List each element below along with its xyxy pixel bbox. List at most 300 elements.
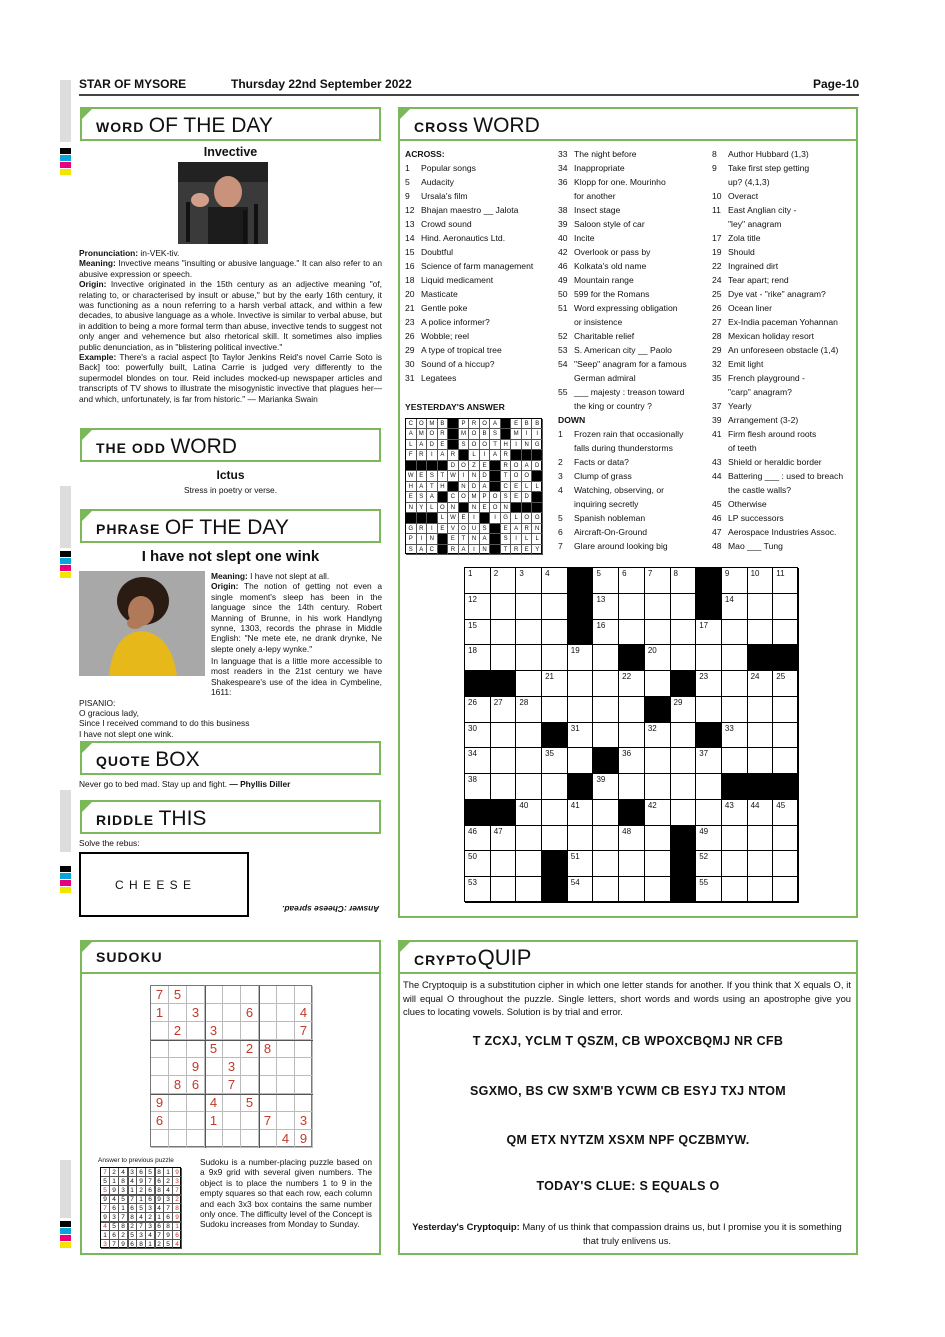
grid-cell[interactable] bbox=[748, 851, 774, 877]
grid-cell[interactable] bbox=[516, 877, 542, 903]
sudoku-empty-cell[interactable] bbox=[259, 1022, 277, 1040]
grid-cell[interactable] bbox=[465, 826, 491, 852]
clue-text: Klopp for one. Mourinho bbox=[574, 177, 666, 187]
clue-number: 19 bbox=[712, 247, 722, 257]
sudoku-cell: 8 bbox=[137, 1240, 146, 1249]
sudoku-cell: 7 bbox=[164, 1204, 173, 1213]
grid-cell[interactable] bbox=[696, 800, 722, 826]
grid-cell[interactable] bbox=[516, 748, 542, 774]
grid-cell[interactable] bbox=[465, 645, 491, 671]
grid-cell[interactable] bbox=[696, 774, 722, 800]
cell-number: 9 bbox=[724, 569, 730, 578]
sudoku-empty-cell[interactable] bbox=[241, 1130, 259, 1148]
grid-cell[interactable] bbox=[722, 568, 748, 594]
cell-number: 17 bbox=[699, 620, 709, 630]
clue-number: 36 bbox=[558, 177, 568, 187]
sudoku-empty-cell[interactable] bbox=[277, 986, 295, 1004]
sudoku-empty-cell[interactable] bbox=[241, 1022, 259, 1040]
sudoku-cell: 8 bbox=[128, 1213, 137, 1222]
grid-cell[interactable] bbox=[619, 568, 645, 594]
grid-cell[interactable] bbox=[491, 851, 517, 877]
answer-cell: I bbox=[469, 545, 480, 555]
sudoku-grid[interactable] bbox=[150, 985, 312, 1147]
grid-cell[interactable] bbox=[593, 723, 619, 749]
grid-cell[interactable] bbox=[773, 800, 799, 826]
grid-cell[interactable] bbox=[619, 877, 645, 903]
sudoku-empty-cell[interactable] bbox=[169, 1094, 187, 1112]
grid-cell[interactable] bbox=[593, 594, 619, 620]
odd-heading-small: THE ODD bbox=[96, 440, 166, 456]
box-divider bbox=[151, 1040, 313, 1041]
grid-cell[interactable] bbox=[645, 877, 671, 903]
grid-cell[interactable] bbox=[465, 748, 491, 774]
grid-cell[interactable] bbox=[542, 568, 568, 594]
sudoku-cell: 8 bbox=[169, 1076, 187, 1094]
grid-cell[interactable] bbox=[516, 671, 542, 697]
grid-cell[interactable] bbox=[465, 697, 491, 723]
grid-cell[interactable] bbox=[722, 671, 748, 697]
sudoku-empty-cell[interactable] bbox=[223, 1004, 241, 1022]
sudoku-cell: 9 bbox=[173, 1168, 182, 1177]
grid-block bbox=[480, 513, 491, 523]
grid-cell[interactable] bbox=[696, 851, 722, 877]
margin-bar bbox=[60, 1160, 71, 1218]
grid-cell[interactable] bbox=[671, 723, 697, 749]
grid-cell[interactable] bbox=[748, 671, 774, 697]
grid-cell[interactable] bbox=[516, 594, 542, 620]
sudoku-empty-cell[interactable] bbox=[259, 1094, 277, 1112]
grid-cell[interactable] bbox=[645, 568, 671, 594]
grid-cell[interactable] bbox=[671, 594, 697, 620]
clue-number: 11 bbox=[712, 205, 721, 215]
grid-cell[interactable] bbox=[568, 877, 594, 903]
grid-cell[interactable] bbox=[671, 645, 697, 671]
grid-cell[interactable] bbox=[696, 826, 722, 852]
grid-cell[interactable] bbox=[773, 723, 799, 749]
grid-cell[interactable] bbox=[593, 645, 619, 671]
grid-cell[interactable] bbox=[568, 671, 594, 697]
clue-number: 13 bbox=[405, 219, 415, 229]
grid-cell[interactable] bbox=[619, 620, 645, 646]
grid-cell[interactable] bbox=[593, 620, 619, 646]
wotd-pron: in-VEK-tiv. bbox=[138, 248, 180, 258]
grid-cell[interactable] bbox=[568, 697, 594, 723]
clue bbox=[712, 245, 857, 259]
grid-cell[interactable] bbox=[722, 877, 748, 903]
grid-cell[interactable] bbox=[491, 826, 517, 852]
grid-cell[interactable] bbox=[671, 774, 697, 800]
grid-cell[interactable] bbox=[722, 800, 748, 826]
grid-cell[interactable] bbox=[671, 800, 697, 826]
grid-cell[interactable] bbox=[491, 594, 517, 620]
riddle-header-box bbox=[80, 800, 381, 834]
grid-cell[interactable] bbox=[491, 645, 517, 671]
grid-cell[interactable] bbox=[593, 568, 619, 594]
grid-cell[interactable] bbox=[619, 723, 645, 749]
grid-cell[interactable] bbox=[619, 774, 645, 800]
sudoku-cell: 6 bbox=[187, 1076, 205, 1094]
grid-cell[interactable] bbox=[696, 877, 722, 903]
crossword-grid[interactable] bbox=[464, 567, 798, 902]
answer-cell: L bbox=[532, 482, 543, 492]
grid-cell[interactable] bbox=[491, 748, 517, 774]
sudoku-empty-cell[interactable] bbox=[187, 1022, 205, 1040]
grid-cell[interactable] bbox=[465, 774, 491, 800]
sudoku-cell: 2 bbox=[119, 1231, 128, 1240]
answer-cell: R bbox=[501, 461, 512, 471]
clue bbox=[712, 525, 857, 539]
clue-text: Kolkata's old name bbox=[574, 261, 647, 271]
grid-cell[interactable] bbox=[722, 645, 748, 671]
sudoku-empty-cell[interactable] bbox=[277, 1094, 295, 1112]
grid-cell[interactable] bbox=[516, 723, 542, 749]
grid-cell[interactable] bbox=[568, 851, 594, 877]
grid-cell[interactable] bbox=[748, 800, 774, 826]
grid-cell[interactable] bbox=[773, 826, 799, 852]
sudoku-empty-cell[interactable] bbox=[205, 1130, 223, 1148]
grid-cell[interactable] bbox=[516, 826, 542, 852]
clue-text: LP successors bbox=[728, 513, 784, 523]
grid-cell[interactable] bbox=[568, 723, 594, 749]
clue-number: 29 bbox=[405, 345, 415, 355]
grid-cell[interactable] bbox=[465, 723, 491, 749]
grid-cell[interactable] bbox=[671, 748, 697, 774]
grid-cell[interactable] bbox=[748, 723, 774, 749]
grid-cell[interactable] bbox=[593, 826, 619, 852]
sudoku-empty-cell[interactable] bbox=[169, 1112, 187, 1130]
sudoku-empty-cell[interactable] bbox=[241, 986, 259, 1004]
cryptoquip-line-2: SGXMO, BS CW SXM'B YCWM CB ESYJ TXJ NTOM bbox=[470, 1084, 786, 1098]
grid-cell[interactable] bbox=[645, 620, 671, 646]
grid-cell[interactable] bbox=[491, 568, 517, 594]
grid-cell[interactable] bbox=[722, 594, 748, 620]
clue-number: 27 bbox=[712, 317, 722, 327]
sudoku-empty-cell[interactable] bbox=[259, 1004, 277, 1022]
grid-cell[interactable] bbox=[619, 697, 645, 723]
grid-cell[interactable] bbox=[671, 568, 697, 594]
sudoku-cell: 2 bbox=[110, 1168, 119, 1177]
clue-text: A police informer? bbox=[421, 317, 490, 327]
grid-cell[interactable] bbox=[773, 877, 799, 903]
answer-cell: S bbox=[459, 440, 470, 450]
answer-cell: D bbox=[427, 440, 438, 450]
sudoku-cell: 4 bbox=[155, 1204, 164, 1213]
grid-cell[interactable] bbox=[645, 671, 671, 697]
clue bbox=[558, 427, 708, 441]
clue-text: the castle walls? bbox=[728, 485, 792, 495]
grid-cell[interactable] bbox=[722, 723, 748, 749]
sudoku-empty-cell[interactable] bbox=[169, 1130, 187, 1148]
grid-cell[interactable] bbox=[465, 620, 491, 646]
grid-cell[interactable] bbox=[516, 697, 542, 723]
sudoku-empty-cell[interactable] bbox=[277, 1040, 295, 1058]
sudoku-empty-cell[interactable] bbox=[205, 1004, 223, 1022]
grid-block bbox=[438, 534, 449, 544]
clue bbox=[712, 441, 857, 455]
sudoku-empty-cell[interactable] bbox=[241, 1112, 259, 1130]
clue bbox=[712, 315, 857, 329]
grid-cell[interactable] bbox=[593, 774, 619, 800]
sudoku-empty-cell[interactable] bbox=[205, 986, 223, 1004]
clue bbox=[712, 217, 857, 231]
answer-cell: S bbox=[406, 545, 417, 555]
sudoku-empty-cell[interactable] bbox=[223, 986, 241, 1004]
sudoku-cell: 8 bbox=[119, 1222, 128, 1231]
grid-cell[interactable] bbox=[516, 568, 542, 594]
grid-cell[interactable] bbox=[671, 697, 697, 723]
grid-cell[interactable] bbox=[696, 671, 722, 697]
answer-cell: E bbox=[511, 419, 522, 429]
grid-cell[interactable] bbox=[542, 800, 568, 826]
answer-cell: N bbox=[459, 482, 470, 492]
sudoku-empty-cell[interactable] bbox=[151, 1058, 169, 1076]
grid-cell[interactable] bbox=[773, 851, 799, 877]
grid-cell[interactable] bbox=[722, 851, 748, 877]
sudoku-empty-cell[interactable] bbox=[295, 1040, 313, 1058]
grid-cell[interactable] bbox=[748, 594, 774, 620]
grid-cell[interactable] bbox=[542, 748, 568, 774]
grid-cell[interactable] bbox=[568, 645, 594, 671]
answer-cell: A bbox=[459, 545, 470, 555]
cell-number: 33 bbox=[724, 723, 734, 733]
grid-cell[interactable] bbox=[696, 620, 722, 646]
grid-cell[interactable] bbox=[696, 697, 722, 723]
grid-cell[interactable] bbox=[542, 697, 568, 723]
clue bbox=[405, 203, 555, 217]
cell-number: 5 bbox=[596, 569, 601, 578]
sudoku-empty-cell[interactable] bbox=[169, 1040, 187, 1058]
box-divider bbox=[128, 1168, 129, 1249]
answer-cell: G bbox=[532, 440, 543, 450]
grid-cell[interactable] bbox=[593, 800, 619, 826]
sudoku-empty-cell[interactable] bbox=[223, 1130, 241, 1148]
answer-cell: F bbox=[406, 450, 417, 460]
clue bbox=[558, 189, 708, 203]
grid-cell[interactable] bbox=[593, 851, 619, 877]
cell-number: 12 bbox=[468, 594, 477, 604]
grid-cell[interactable] bbox=[491, 723, 517, 749]
clue bbox=[558, 525, 708, 539]
grid-cell[interactable] bbox=[516, 645, 542, 671]
sudoku-empty-cell[interactable] bbox=[277, 1076, 295, 1094]
sudoku-empty-cell[interactable] bbox=[223, 1040, 241, 1058]
sudoku-cell: 5 bbox=[110, 1222, 119, 1231]
sudoku-cell: 7 bbox=[101, 1204, 110, 1213]
grid-cell[interactable] bbox=[773, 697, 799, 723]
grid-cell[interactable] bbox=[516, 800, 542, 826]
sudoku-cell: 4 bbox=[295, 1004, 313, 1022]
clue-text: Saloon style of car bbox=[574, 219, 645, 229]
grid-cell[interactable] bbox=[491, 877, 517, 903]
grid-cell[interactable] bbox=[671, 620, 697, 646]
sudoku-cell: 9 bbox=[187, 1058, 205, 1076]
grid-cell[interactable] bbox=[491, 774, 517, 800]
grid-cell[interactable] bbox=[748, 697, 774, 723]
grid-cell[interactable] bbox=[593, 671, 619, 697]
quote-author: — Phyllis Diller bbox=[229, 779, 291, 789]
sudoku-empty-cell[interactable] bbox=[223, 1094, 241, 1112]
grid-cell[interactable] bbox=[748, 748, 774, 774]
grid-cell[interactable] bbox=[568, 748, 594, 774]
answer-cell: B bbox=[532, 419, 543, 429]
wotd-header-box bbox=[80, 107, 381, 141]
answer-cell: E bbox=[480, 461, 491, 471]
clue bbox=[558, 441, 708, 455]
grid-block bbox=[448, 429, 459, 439]
grid-block bbox=[619, 800, 645, 826]
sudoku-empty-cell[interactable] bbox=[295, 1094, 313, 1112]
grid-cell[interactable] bbox=[773, 594, 799, 620]
sudoku-cell: 8 bbox=[119, 1177, 128, 1186]
grid-cell[interactable] bbox=[645, 774, 671, 800]
grid-cell[interactable] bbox=[542, 620, 568, 646]
sudoku-empty-cell[interactable] bbox=[277, 1004, 295, 1022]
grid-cell[interactable] bbox=[619, 826, 645, 852]
answer-cell: S bbox=[427, 471, 438, 481]
sudoku-empty-cell[interactable] bbox=[241, 1076, 259, 1094]
answer-cell: O bbox=[459, 461, 470, 471]
sudoku-empty-cell[interactable] bbox=[223, 1112, 241, 1130]
sudoku-empty-cell[interactable] bbox=[241, 1058, 259, 1076]
clue-number: 41 bbox=[712, 429, 722, 439]
answer-cell: L bbox=[522, 482, 533, 492]
sudoku-empty-cell[interactable] bbox=[187, 1040, 205, 1058]
clue-text: Mao ___ Tung bbox=[728, 541, 783, 551]
cryptoquip-heading-large: QUIP bbox=[477, 945, 532, 970]
cell-number: 18 bbox=[468, 646, 477, 656]
grid-cell[interactable] bbox=[748, 568, 774, 594]
sudoku-empty-cell[interactable] bbox=[295, 1058, 313, 1076]
sudoku-empty-cell[interactable] bbox=[295, 1076, 313, 1094]
grid-cell[interactable] bbox=[773, 748, 799, 774]
clue-text: Zola title bbox=[728, 233, 761, 243]
grid-cell[interactable] bbox=[619, 594, 645, 620]
grid-cell[interactable] bbox=[748, 826, 774, 852]
grid-cell[interactable] bbox=[619, 851, 645, 877]
color-mark bbox=[60, 1221, 71, 1227]
sudoku-empty-cell[interactable] bbox=[187, 986, 205, 1004]
color-mark bbox=[60, 1242, 71, 1248]
grid-cell[interactable] bbox=[465, 594, 491, 620]
grid-cell[interactable] bbox=[773, 620, 799, 646]
grid-cell[interactable] bbox=[645, 748, 671, 774]
clue-number: 8 bbox=[712, 149, 717, 159]
sudoku-empty-cell[interactable] bbox=[187, 1112, 205, 1130]
sudoku-empty-cell[interactable] bbox=[205, 1076, 223, 1094]
grid-cell[interactable] bbox=[645, 645, 671, 671]
grid-cell[interactable] bbox=[773, 568, 799, 594]
sudoku-empty-cell[interactable] bbox=[187, 1130, 205, 1148]
clue bbox=[558, 539, 708, 553]
sudoku-cell: 3 bbox=[223, 1058, 241, 1076]
sudoku-empty-cell[interactable] bbox=[223, 1022, 241, 1040]
grid-cell[interactable] bbox=[645, 826, 671, 852]
grid-cell[interactable] bbox=[516, 851, 542, 877]
grid-cell[interactable] bbox=[645, 723, 671, 749]
grid-cell[interactable] bbox=[465, 877, 491, 903]
sudoku-empty-cell[interactable] bbox=[295, 986, 313, 1004]
grid-cell[interactable] bbox=[542, 774, 568, 800]
grid-cell[interactable] bbox=[696, 748, 722, 774]
box-divider bbox=[205, 986, 206, 1148]
sudoku-empty-cell[interactable] bbox=[169, 1058, 187, 1076]
grid-cell[interactable] bbox=[568, 826, 594, 852]
grid-cell[interactable] bbox=[619, 748, 645, 774]
clue bbox=[712, 273, 857, 287]
sudoku-empty-cell[interactable] bbox=[205, 1058, 223, 1076]
grid-cell[interactable] bbox=[748, 877, 774, 903]
grid-cell[interactable] bbox=[722, 620, 748, 646]
sudoku-cell: 6 bbox=[173, 1231, 182, 1240]
clue-number: 42 bbox=[558, 247, 568, 257]
sudoku-empty-cell[interactable] bbox=[259, 1058, 277, 1076]
sudoku-empty-cell[interactable] bbox=[259, 1130, 277, 1148]
sudoku-empty-cell[interactable] bbox=[151, 1040, 169, 1058]
clue bbox=[558, 371, 708, 385]
sudoku-empty-cell[interactable] bbox=[151, 1022, 169, 1040]
grid-cell[interactable] bbox=[568, 800, 594, 826]
grid-cell[interactable] bbox=[748, 620, 774, 646]
grid-cell[interactable] bbox=[542, 594, 568, 620]
grid-cell[interactable] bbox=[722, 748, 748, 774]
sudoku-empty-cell[interactable] bbox=[259, 986, 277, 1004]
clue bbox=[558, 245, 708, 259]
answer-cell: A bbox=[480, 534, 491, 544]
sudoku-cell: 1 bbox=[151, 1004, 169, 1022]
grid-cell[interactable] bbox=[645, 851, 671, 877]
sudoku-empty-cell[interactable] bbox=[277, 1112, 295, 1130]
clue-number: 34 bbox=[558, 163, 568, 173]
grid-cell[interactable] bbox=[542, 826, 568, 852]
grid-cell[interactable] bbox=[491, 697, 517, 723]
cell-number: 35 bbox=[545, 749, 554, 759]
grid-cell[interactable] bbox=[722, 697, 748, 723]
grid-cell[interactable] bbox=[465, 568, 491, 594]
sudoku-empty-cell[interactable] bbox=[277, 1022, 295, 1040]
grid-cell[interactable] bbox=[696, 645, 722, 671]
grid-cell[interactable] bbox=[773, 671, 799, 697]
grid-cell[interactable] bbox=[645, 594, 671, 620]
clue-number: 35 bbox=[712, 373, 722, 383]
clue bbox=[558, 315, 708, 329]
grid-cell[interactable] bbox=[645, 800, 671, 826]
grid-cell[interactable] bbox=[722, 826, 748, 852]
wotd-image bbox=[178, 162, 268, 244]
sudoku-empty-cell[interactable] bbox=[151, 1076, 169, 1094]
sudoku-empty-cell[interactable] bbox=[187, 1094, 205, 1112]
cell-number: 55 bbox=[699, 878, 709, 888]
grid-cell[interactable] bbox=[516, 620, 542, 646]
grid-cell[interactable] bbox=[542, 645, 568, 671]
grid-cell[interactable] bbox=[619, 671, 645, 697]
grid-block bbox=[532, 471, 543, 481]
sudoku-empty-cell[interactable] bbox=[277, 1058, 295, 1076]
grid-cell[interactable] bbox=[593, 877, 619, 903]
cell-number: 49 bbox=[699, 826, 709, 836]
sudoku-empty-cell[interactable] bbox=[151, 1130, 169, 1148]
grid-cell[interactable] bbox=[516, 774, 542, 800]
grid-cell[interactable] bbox=[593, 697, 619, 723]
clue bbox=[558, 147, 708, 161]
sudoku-empty-cell[interactable] bbox=[169, 1004, 187, 1022]
sudoku-empty-cell[interactable] bbox=[259, 1076, 277, 1094]
wotd-meaning-label: Meaning: bbox=[79, 258, 116, 269]
quote-heading-small: QUOTE bbox=[96, 753, 151, 769]
wotd-origin: Invective originated in the 15th century as an adjective meaning "of, relating to, or characterised by insult or abuse," but by the early 16th century, it was functioning as a noun referring to a harsh verbal attack, and within a few decades, to abusive language as a whole. Invective is similar to verbal abuse, but in addition to being a more formal term than abuse, invective tends to suggest not only anger and vehemence but also rhetorical skill. It sometimes also implies public denunciation, as in "blistering political invective." bbox=[79, 279, 382, 352]
grid-cell[interactable] bbox=[542, 671, 568, 697]
grid-cell[interactable] bbox=[465, 851, 491, 877]
grid-cell[interactable] bbox=[491, 620, 517, 646]
